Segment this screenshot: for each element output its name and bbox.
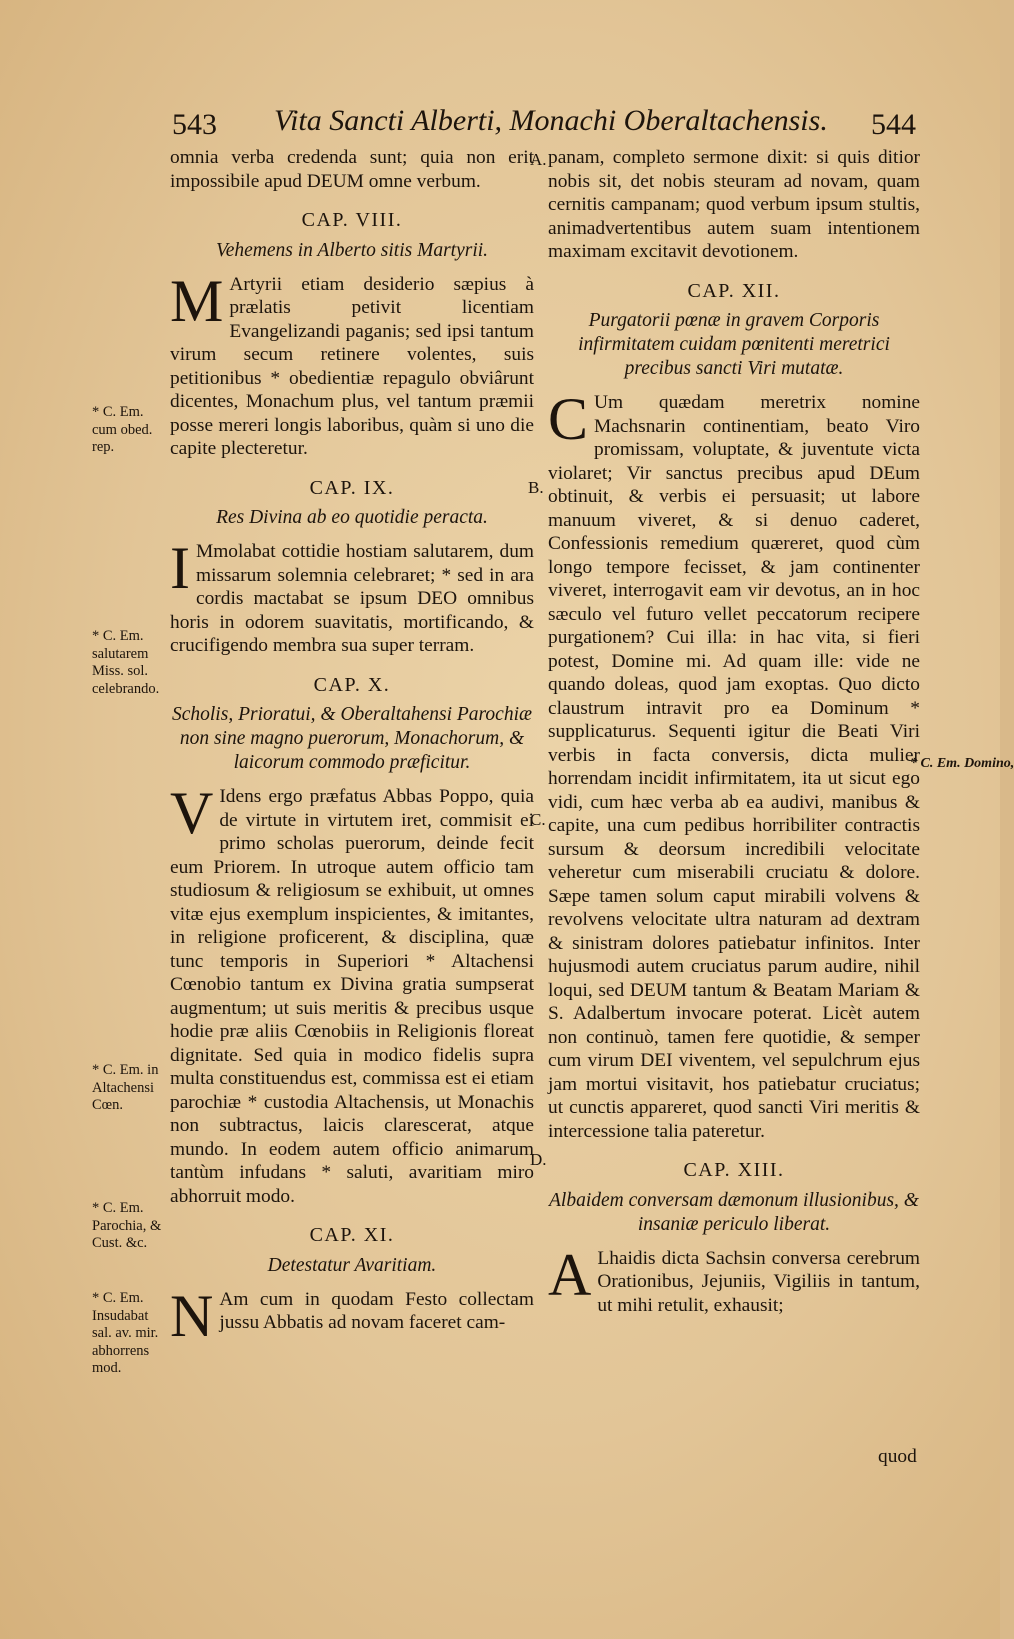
chapter-12-text: C Um quædam meretrix nomine Machsnarin continentiam, beato Viro promissam, voluptate, & juventute victa violaret; Vir sanctus precibus apud DEum obtinuit, & verbis ei persuasit; ut labore manuum viveret, & si denuo caderet, Confessionis remedium quæreret, quod cùm longo tempore fecisset, & jam continenter viveret, interrogavit eam vir devotus, an in hoc sæculo vel futuro vellet peccatorum recipere purgationem? Cui illa: in hac vita, si fieri potest, Domine mi. Ad quam ille: vide ne quando doleas, quod jam exoptas. Quo dicto claustrum intravit pro ea Dominum * supplicaturus. Sequenti igitur die Beati Viri verbis in facta conversis, dicta mulier horrendam incidit infirmitatem, ita ut sicut ego vidi, cum hæc verba ab ea audivi, manibus & capite, una cum pedibus horribiliter contractis sursum & deorsum incredibili velocitate veheretur cum miserabili cruciatu & dolore. Sæpe tamen solum caput mirabili volvens & revolvens velocitate ultra naturam ad dextram & sinistram dolores patiebatur infinitos. Inter hujusmodi autem cruciatus parum audire, nihil loqui, sed DEUM tantum & Beatam Mariam & S. Adalbertum invocare poterat. Licèt autem non continuò, tamen fere quotidie, & semper cum virum DEI viventem, vel sepulchrum ejus jam mortui visitavit, hos patiebatur cruciatus; ut cunctis appareret, quod sancti Viri meritis & intercessione talia pateretur. (548, 386, 920, 1142)
chapter-11-text: N Am cum in quodam Festo collectam jussu Abbatis ad novam faceret cam- (170, 1282, 534, 1349)
margin-note-4: * C. Em. Parochia, & Cust. &c. (92, 1200, 162, 1251)
page-number-left: 543 (172, 108, 217, 141)
chapter-13-subtitle: Albaidem conversam dæmonum illusionibus, & insaniæ periculo liberat. (549, 1189, 919, 1235)
chapter-9-heading: CAP. IX. (309, 476, 395, 499)
chapter-10-subtitle: Scholis, Prioratui, & Oberaltahensi Parochiæ non sine magno puerorum, Monachorum, & laicorum commodo præficitur. (171, 704, 533, 773)
drop-cap: N (170, 1282, 214, 1349)
running-title: Vita Sancti Alberti, Monachi Oberaltachensis. (274, 104, 828, 137)
chapter-8-text: M Artyrii etiam desiderio sæpius à prælatis petivit licentiam Evangelizandi paganis; sed ipsi tantum virum secum retinere volentes, suis petitionibus * obedientiæ repagulo obviârunt dicentes, Monachum plus, vel tantum præmii posse mereri longis laboribus, quàm si uno die capite plecteretur. (170, 267, 534, 459)
left-column (170, 146, 534, 1349)
section-mark-b: B. (528, 478, 544, 497)
chapter-13-heading: CAP. XIII. (683, 1159, 785, 1181)
right-column (548, 146, 920, 1317)
running-header (168, 102, 928, 148)
chapter-13-text: A Lhaidis dicta Sachsin conversa cerebrum Orationibus, Jejuniis, Vigiliis in tantum, ut mihi retulit, exhausit; (548, 1241, 920, 1316)
drop-cap: C (548, 386, 589, 452)
chapter-12-subtitle: Purgatorii pœnæ in gravem Corporis infirmitatem cuidam pœnitenti meretrici precibus sancti Viri mutatæ. (578, 310, 890, 379)
page-number-right: 544 (871, 108, 916, 141)
chapter-9-subtitle: Res Divina ab eo quotidie peracta. (216, 507, 488, 528)
margin-note-1: * C. Em. cum obed. rep. (92, 404, 153, 455)
chapter-8-heading: CAP. VIII. (301, 209, 403, 231)
margin-note-right: * C. Em. Domino, (910, 756, 1014, 771)
section-mark-a: A. (530, 150, 547, 169)
chapter-12-heading: CAP. XII. (687, 279, 781, 302)
catchword: quod (878, 1446, 917, 1467)
margin-note-2: * C. Em. salutarem Miss. sol. celebrando. (92, 628, 160, 697)
margin-note-3: * C. Em. in Altachensi Cœn. (92, 1062, 159, 1113)
chapter-10-heading: CAP. X. (313, 673, 391, 696)
chapter-8-subtitle: Vehemens in Alberto sitis Martyrii. (215, 239, 489, 261)
drop-cap: I (170, 535, 190, 601)
chapter-10-text: V Idens ergo præfatus Abbas Poppo, quia de virtute in virtutem iret, commisit ei primo scholas puerorum, deinde fecit eum Priorem. In utroque autem officio tam studiosum & religiosum se exhibuit, ut omnes vitæ ejus exemplum inspicientes, & imitantes, in religione proficerent, & disciplina, quæ tunc temporis in Superiori * Altachensi Cœnobio tantum ex Divina gratia sumpserat augmentum; ut suis meritis & precibus usque hodie præ aliis Cœnobiis in Religionis floreat dignitate. Sed quia in modico fidelis supra multa constituendus est, commissa est ei etiam parochiæ * custodia Altachensis, ut Monachis non subtractus, laicis clarescerat, atque mundo. In eodem autem officio animarum tantùm infudans * saluti, avaritiam miro abhorruit modo. (170, 780, 534, 1207)
drop-cap: V (170, 780, 214, 846)
left-intro-paragraph: omnia verba credenda sunt; quia non erit impossibile apud DEUM omne verbum. (170, 147, 534, 192)
chapter-11-heading: CAP. XI. (309, 1224, 395, 1246)
chapter-9-text: I Mmolabat cottidie hostiam salutarem, dum missarum solemnia celebraret; * sed in ara cordis mactabat se ipsum DEO omnibus horis in odorem suavitatis, mortificando, & crucifigendo membra sua super terram. (170, 535, 534, 656)
margin-note-5: * C. Em. Insudabat sal. av. mir. abhorrens mod. (92, 1290, 159, 1376)
drop-cap: M (170, 267, 224, 334)
section-mark-c: C. (530, 810, 546, 829)
chapter-11-subtitle: Detestatur Avaritiam. (267, 1254, 437, 1276)
right-intro-paragraph: panam, completo sermone dixit: si quis ditior nobis sit, det nobis steuram ad novam, quam cernitis campanam; quod verbum ipsum stultis, animadvertentibus autem suam intentionem maximam excitavit devotionem. (548, 147, 920, 262)
drop-cap: A (548, 1241, 592, 1308)
section-mark-d: D. (530, 1150, 547, 1169)
